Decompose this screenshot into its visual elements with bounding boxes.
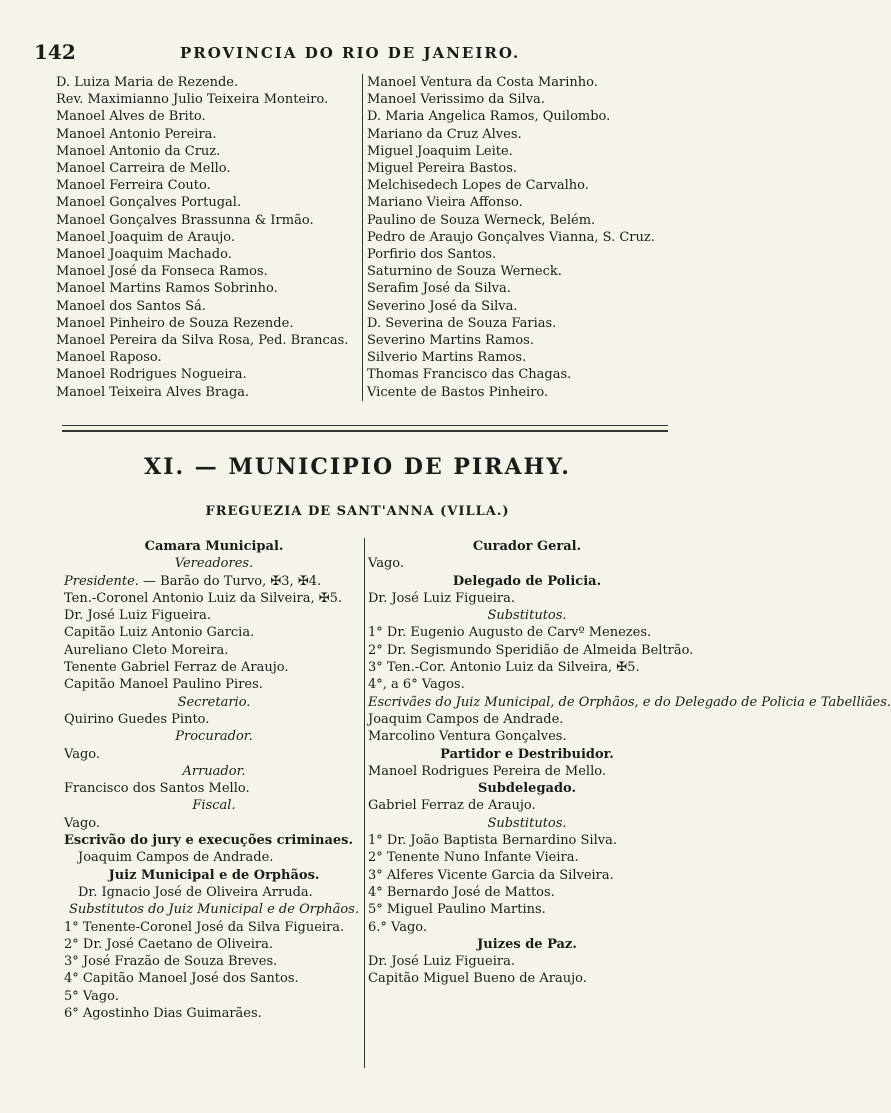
section-divider-bottom bbox=[62, 430, 668, 432]
partidor-name: Manoel Rodrigues Pereira de Mello. bbox=[368, 763, 606, 779]
list-item: 1° Dr. Eugenio Augusto de Carvº Menezes. bbox=[368, 625, 652, 641]
list-item: Tenente Gabriel Ferraz de Araujo. bbox=[64, 660, 289, 676]
list-item: Joaquim Campos de Andrade. bbox=[368, 711, 564, 727]
curador-title: Curador Geral. bbox=[472, 539, 582, 554]
juiz-name: Dr. Ignacio José de Oliveira Arruda. bbox=[78, 884, 313, 900]
subdelegado-name: Gabriel Ferraz de Araujo. bbox=[368, 798, 536, 814]
list-item: Silverio Martins Ramos. bbox=[367, 350, 527, 366]
list-item: Paulino de Souza Werneck, Belém. bbox=[367, 212, 596, 228]
list-item: Saturnino de Souza Werneck. bbox=[367, 264, 562, 280]
list-item: 5° Miguel Paulino Martins. bbox=[368, 902, 546, 918]
running-title: PROVINCIA DO RIO DE JANEIRO. bbox=[180, 44, 521, 62]
fiscal-label: Fiscal. bbox=[192, 798, 236, 814]
list-item: Pedro de Araujo Gonçalves Vianna, S. Cruz. bbox=[367, 229, 655, 245]
arruador-name: Francisco dos Santos Mello. bbox=[64, 781, 250, 797]
list-item: Manoel Ventura da Costa Marinho. bbox=[367, 75, 598, 90]
procurador-name: Vago. bbox=[64, 746, 100, 762]
list-item: Manoel Gonçalves Portugal. bbox=[56, 195, 242, 211]
list-item: Miguel Pereira Bastos. bbox=[367, 161, 517, 177]
list-item: Manoel Martins Ramos Sobrinho. bbox=[56, 281, 278, 297]
list-item: Miguel Joaquim Leite. bbox=[367, 143, 513, 159]
list-item: Melchisedech Lopes de Carvalho. bbox=[367, 178, 589, 194]
presidente-label: Presidente. bbox=[64, 573, 139, 589]
list-item: Porfirio dos Santos. bbox=[367, 247, 497, 263]
list-item: 2° Dr. Segismundo Speridião de Almeida Beltrão. bbox=[368, 642, 694, 658]
list-item: Manoel dos Santos Sá. bbox=[56, 298, 206, 314]
list-item: Manoel Alves de Brito. bbox=[56, 109, 206, 125]
list-item: Mariano da Cruz Alves. bbox=[367, 126, 522, 142]
subdelegado-title: Subdelegado. bbox=[477, 781, 577, 797]
list-item: Manoel José da Fonseca Ramos. bbox=[56, 264, 268, 280]
delegado-substitutos-label: Substitutos. bbox=[487, 608, 567, 624]
list-item: Marcolino Ventura Gonçalves. bbox=[368, 729, 567, 745]
list-item: Vicente de Bastos Pinheiro. bbox=[367, 384, 549, 400]
list-item: 5° Vago. bbox=[64, 988, 119, 1004]
secretario-label: Secretario. bbox=[177, 694, 251, 710]
vereadores-label: Vereadores. bbox=[174, 556, 254, 572]
list-item: Manoel Raposo. bbox=[56, 350, 162, 366]
list-item: D. Maria Angelica Ramos, Quilombo. bbox=[367, 109, 611, 125]
fiscal-name: Vago. bbox=[64, 815, 100, 831]
list-item: 4° Bernardo José de Mattos. bbox=[368, 884, 555, 900]
list-item: 6° Agostinho Dias Guimarães. bbox=[64, 1006, 262, 1022]
list-item: 2° Tenente Nuno Infante Vieira. bbox=[368, 850, 579, 866]
list-item: Manoel Antonio da Cruz. bbox=[56, 143, 221, 159]
list-item: 3° Alferes Vicente Garcia da Silveira. bbox=[368, 867, 614, 883]
presidente-line bbox=[64, 573, 364, 590]
column-divider bbox=[364, 538, 365, 1068]
list-item: Manoel Pereira da Silva Rosa, Ped. Brancas. bbox=[56, 333, 349, 349]
presidente-name: — Barão do Turvo, ✠3, ✠4. bbox=[138, 573, 322, 589]
list-item: Manoel Verissimo da Silva. bbox=[367, 92, 545, 108]
list-item: Manoel Rodrigues Nogueira. bbox=[56, 367, 247, 383]
officials-left-column bbox=[64, 538, 364, 1022]
list-item: Aureliano Cleto Moreira. bbox=[64, 642, 229, 658]
arruador-label: Arruador. bbox=[182, 763, 246, 779]
section-divider-top bbox=[62, 425, 668, 426]
list-item: D. Luiza Maria de Rezende. bbox=[56, 75, 239, 90]
juiz-substitutos-label: Substitutos do Juiz Municipal e de Orphãos. bbox=[68, 902, 360, 918]
list-item: Manoel Ferreira Couto. bbox=[56, 178, 211, 194]
list-item: Manoel Gonçalves Brassunna & Irmão. bbox=[56, 212, 314, 228]
list-item: Rev. Maximianno Julio Teixeira Monteiro. bbox=[56, 92, 329, 108]
delegado-name: Dr. José Luiz Figueira. bbox=[368, 590, 515, 606]
list-item: Manoel Antonio Pereira. bbox=[56, 126, 217, 142]
list-item: Manoel Teixeira Alves Braga. bbox=[56, 384, 250, 400]
name-list-right bbox=[362, 74, 687, 401]
list-item: 1° Dr. João Baptista Bernardino Silva. bbox=[368, 833, 617, 849]
list-item: Dr. José Luiz Figueira. bbox=[64, 608, 211, 624]
list-item: Manoel Pinheiro de Souza Rezende. bbox=[56, 315, 294, 331]
page-header bbox=[30, 40, 680, 68]
list-item: Capitão Miguel Bueno de Araujo. bbox=[368, 971, 587, 987]
list-item: 3° José Frazão de Souza Breves. bbox=[64, 954, 278, 970]
list-item: 4°, a 6° Vagos. bbox=[368, 677, 465, 693]
list-item: Serafim José da Silva. bbox=[367, 281, 511, 297]
juiz-title: Juiz Municipal e de Orphãos. bbox=[108, 867, 320, 883]
list-item: 3° Ten.-Cor. Antonio Luiz da Silveira, ✠5. bbox=[368, 660, 640, 676]
list-item: Severino Martins Ramos. bbox=[367, 333, 534, 349]
escrivaes-label: Escrivães do Juiz Municipal, de Orphãos, e do Delegado de Policia e Tabelliães. bbox=[368, 694, 891, 710]
page-number: 142 bbox=[34, 40, 76, 64]
list-item: 2° Dr. José Caetano de Oliveira. bbox=[64, 936, 274, 952]
list-item: 1° Tenente-Coronel José da Silva Figueira. bbox=[64, 919, 345, 935]
officials-right-column bbox=[368, 538, 891, 988]
escrivao-name: Joaquim Campos de Andrade. bbox=[78, 850, 274, 866]
partidor-title: Partidor e Destribuidor. bbox=[440, 746, 614, 762]
list-item: Dr. José Luiz Figueira. bbox=[368, 954, 515, 970]
section-title: XI. — MUNICIPIO DE PIRAHY. bbox=[144, 454, 571, 480]
secretario-name: Quirino Guedes Pinto. bbox=[64, 711, 210, 727]
list-item: D. Severina de Souza Farias. bbox=[367, 315, 557, 331]
delegado-title: Delegado de Policia. bbox=[452, 573, 602, 589]
list-item: Thomas Francisco das Chagas. bbox=[367, 367, 572, 383]
list-item: Manoel Joaquim de Araujo. bbox=[56, 229, 235, 245]
juizes-title: Juizes de Paz. bbox=[477, 936, 577, 952]
camara-title: Camara Municipal. bbox=[144, 539, 284, 554]
list-item: Capitão Manoel Paulino Pires. bbox=[64, 677, 263, 693]
curador-name: Vago. bbox=[368, 556, 404, 572]
list-item: Mariano Vieira Affonso. bbox=[367, 195, 523, 211]
list-item: Severino José da Silva. bbox=[367, 298, 518, 314]
list-item: 4° Capitão Manoel José dos Santos. bbox=[64, 971, 299, 987]
list-item: 6.° Vago. bbox=[368, 919, 428, 935]
escrivao-title: Escrivão do jury e execuções criminaes. bbox=[64, 833, 354, 849]
name-list-left bbox=[56, 74, 352, 401]
list-item: Ten.-Coronel Antonio Luiz da Silveira, ✠5. bbox=[64, 590, 343, 606]
list-item: Capitão Luiz Antonio Garcia. bbox=[64, 625, 255, 641]
list-item: Manoel Carreira de Mello. bbox=[56, 161, 231, 177]
procurador-label: Procurador. bbox=[175, 729, 253, 745]
parish-title: FREGUEZIA DE SANT'ANNA (VILLA.) bbox=[205, 504, 510, 519]
list-item: Manoel Joaquim Machado. bbox=[56, 247, 232, 263]
subdelegado-substitutos-label: Substitutos. bbox=[487, 815, 567, 831]
